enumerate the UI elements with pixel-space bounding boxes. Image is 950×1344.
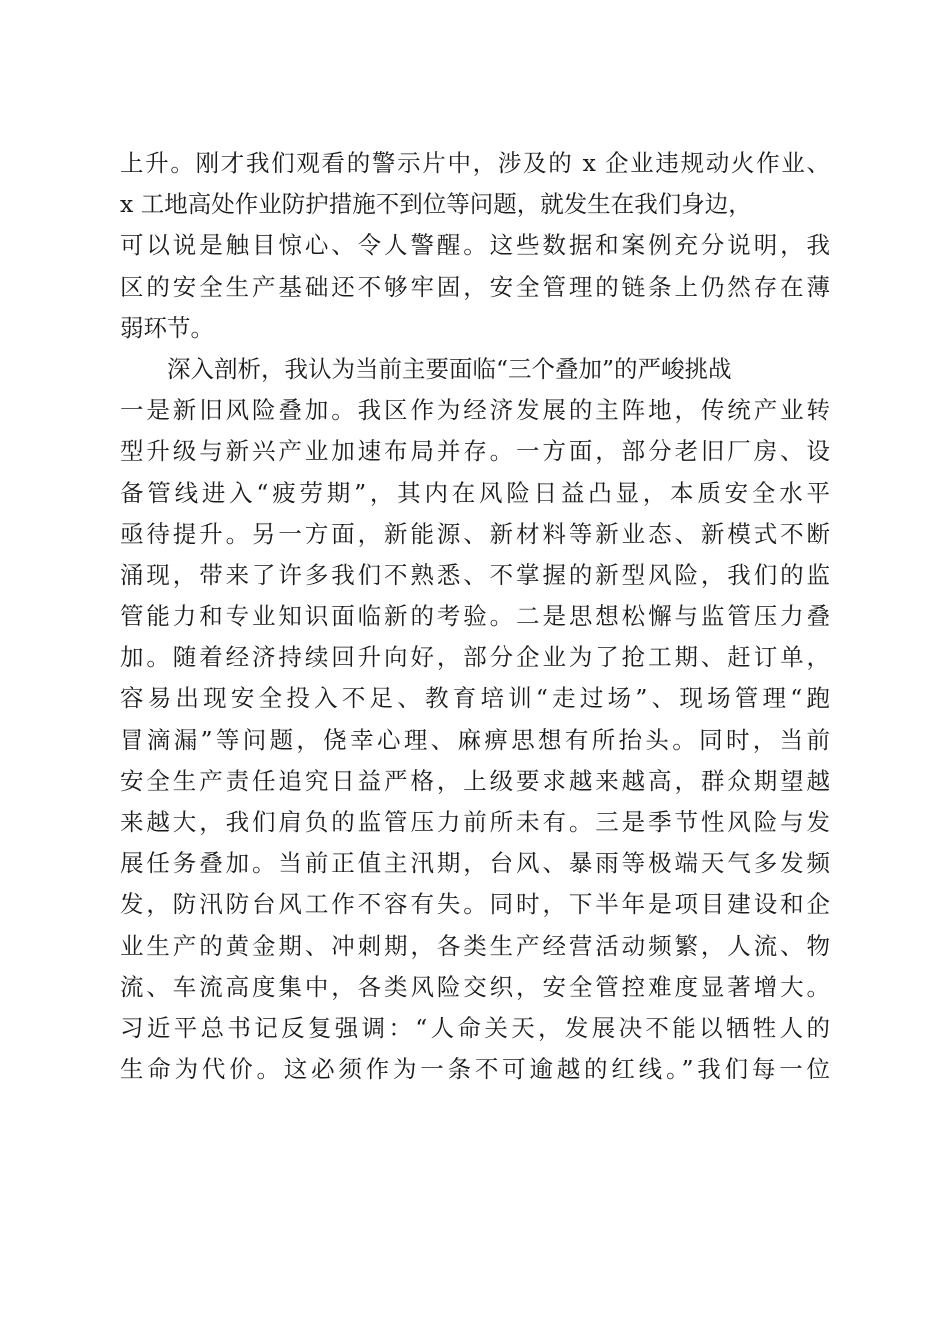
- text-line: 上升。刚才我们观看的警示片中，涉及的 x 企业违规动火作业、: [120, 149, 830, 177]
- text-line: 深入剖析，我认为当前主要面临“三个叠加”的严峻挑战: [167, 354, 732, 383]
- text-line: 加。随着经济持续回升向好，部分企业为了抢工期、赶订单，: [120, 643, 830, 672]
- text-line: 冒滴漏”等问题，侥幸心理、麻痹思想有所抬头。同时，当前: [120, 725, 830, 754]
- text-line: 容易出现安全投入不足、教育培训“走过场”、现场管理“跑: [120, 684, 830, 713]
- text-line: 展任务叠加。当前正值主汛期，台风、暴雨等极端天气多发频: [120, 849, 830, 878]
- text-line: 可以说是触目惊心、令人警醒。这些数据和案例充分说明，我: [120, 231, 830, 260]
- text-line: 区的安全生产基础还不够牢固，安全管理的链条上仍然存在薄: [120, 272, 830, 301]
- text-line: 亟待提升。另一方面，新能源、新材料等新业态、新模式不断: [120, 519, 830, 548]
- text-line: 生命为代价。这必须作为一条不可逾越的红线。”我们每一位: [120, 1055, 830, 1084]
- text-line: 安全生产责任追究日益严格，上级要求越来越高，群众期望越: [120, 766, 830, 795]
- text-line: x 工地高处作业防护措施不到位等问题，就发生在我们身边，: [120, 190, 752, 219]
- text-line: 习近平总书记反复强调：“人命关天，发展决不能以牺牲人的: [120, 1013, 830, 1042]
- text-line: 弱环节。: [120, 313, 214, 342]
- text-line: 涌现，带来了许多我们不熟悉、不掌握的新型风险，我们的监: [120, 560, 830, 589]
- text-line: 来越大，我们肩负的监管压力前所未有。三是季节性风险与发: [120, 808, 830, 836]
- text-line: 备管线进入“疲劳期”，其内在风险日益凸显，本质安全水平: [120, 478, 830, 507]
- text-line: 流、车流高度集中，各类风险交织，安全管控难度显著增大。: [120, 972, 830, 1001]
- text-line: 发，防汛防台风工作不容有失。同时，下半年是项目建设和企: [120, 890, 830, 919]
- text-line: 型升级与新兴产业加速布局并存。一方面，部分老旧厂房、设: [120, 437, 830, 466]
- text-line: 业生产的黄金期、冲刺期，各类生产经营活动频繁，人流、物: [120, 931, 830, 960]
- text-line: 一是新旧风险叠加。我区作为经济发展的主阵地，传统产业转: [120, 396, 830, 425]
- document-body: [120, 143, 830, 1090]
- text-line: 管能力和专业知识面临新的考验。二是思想松懈与监管压力叠: [120, 602, 830, 631]
